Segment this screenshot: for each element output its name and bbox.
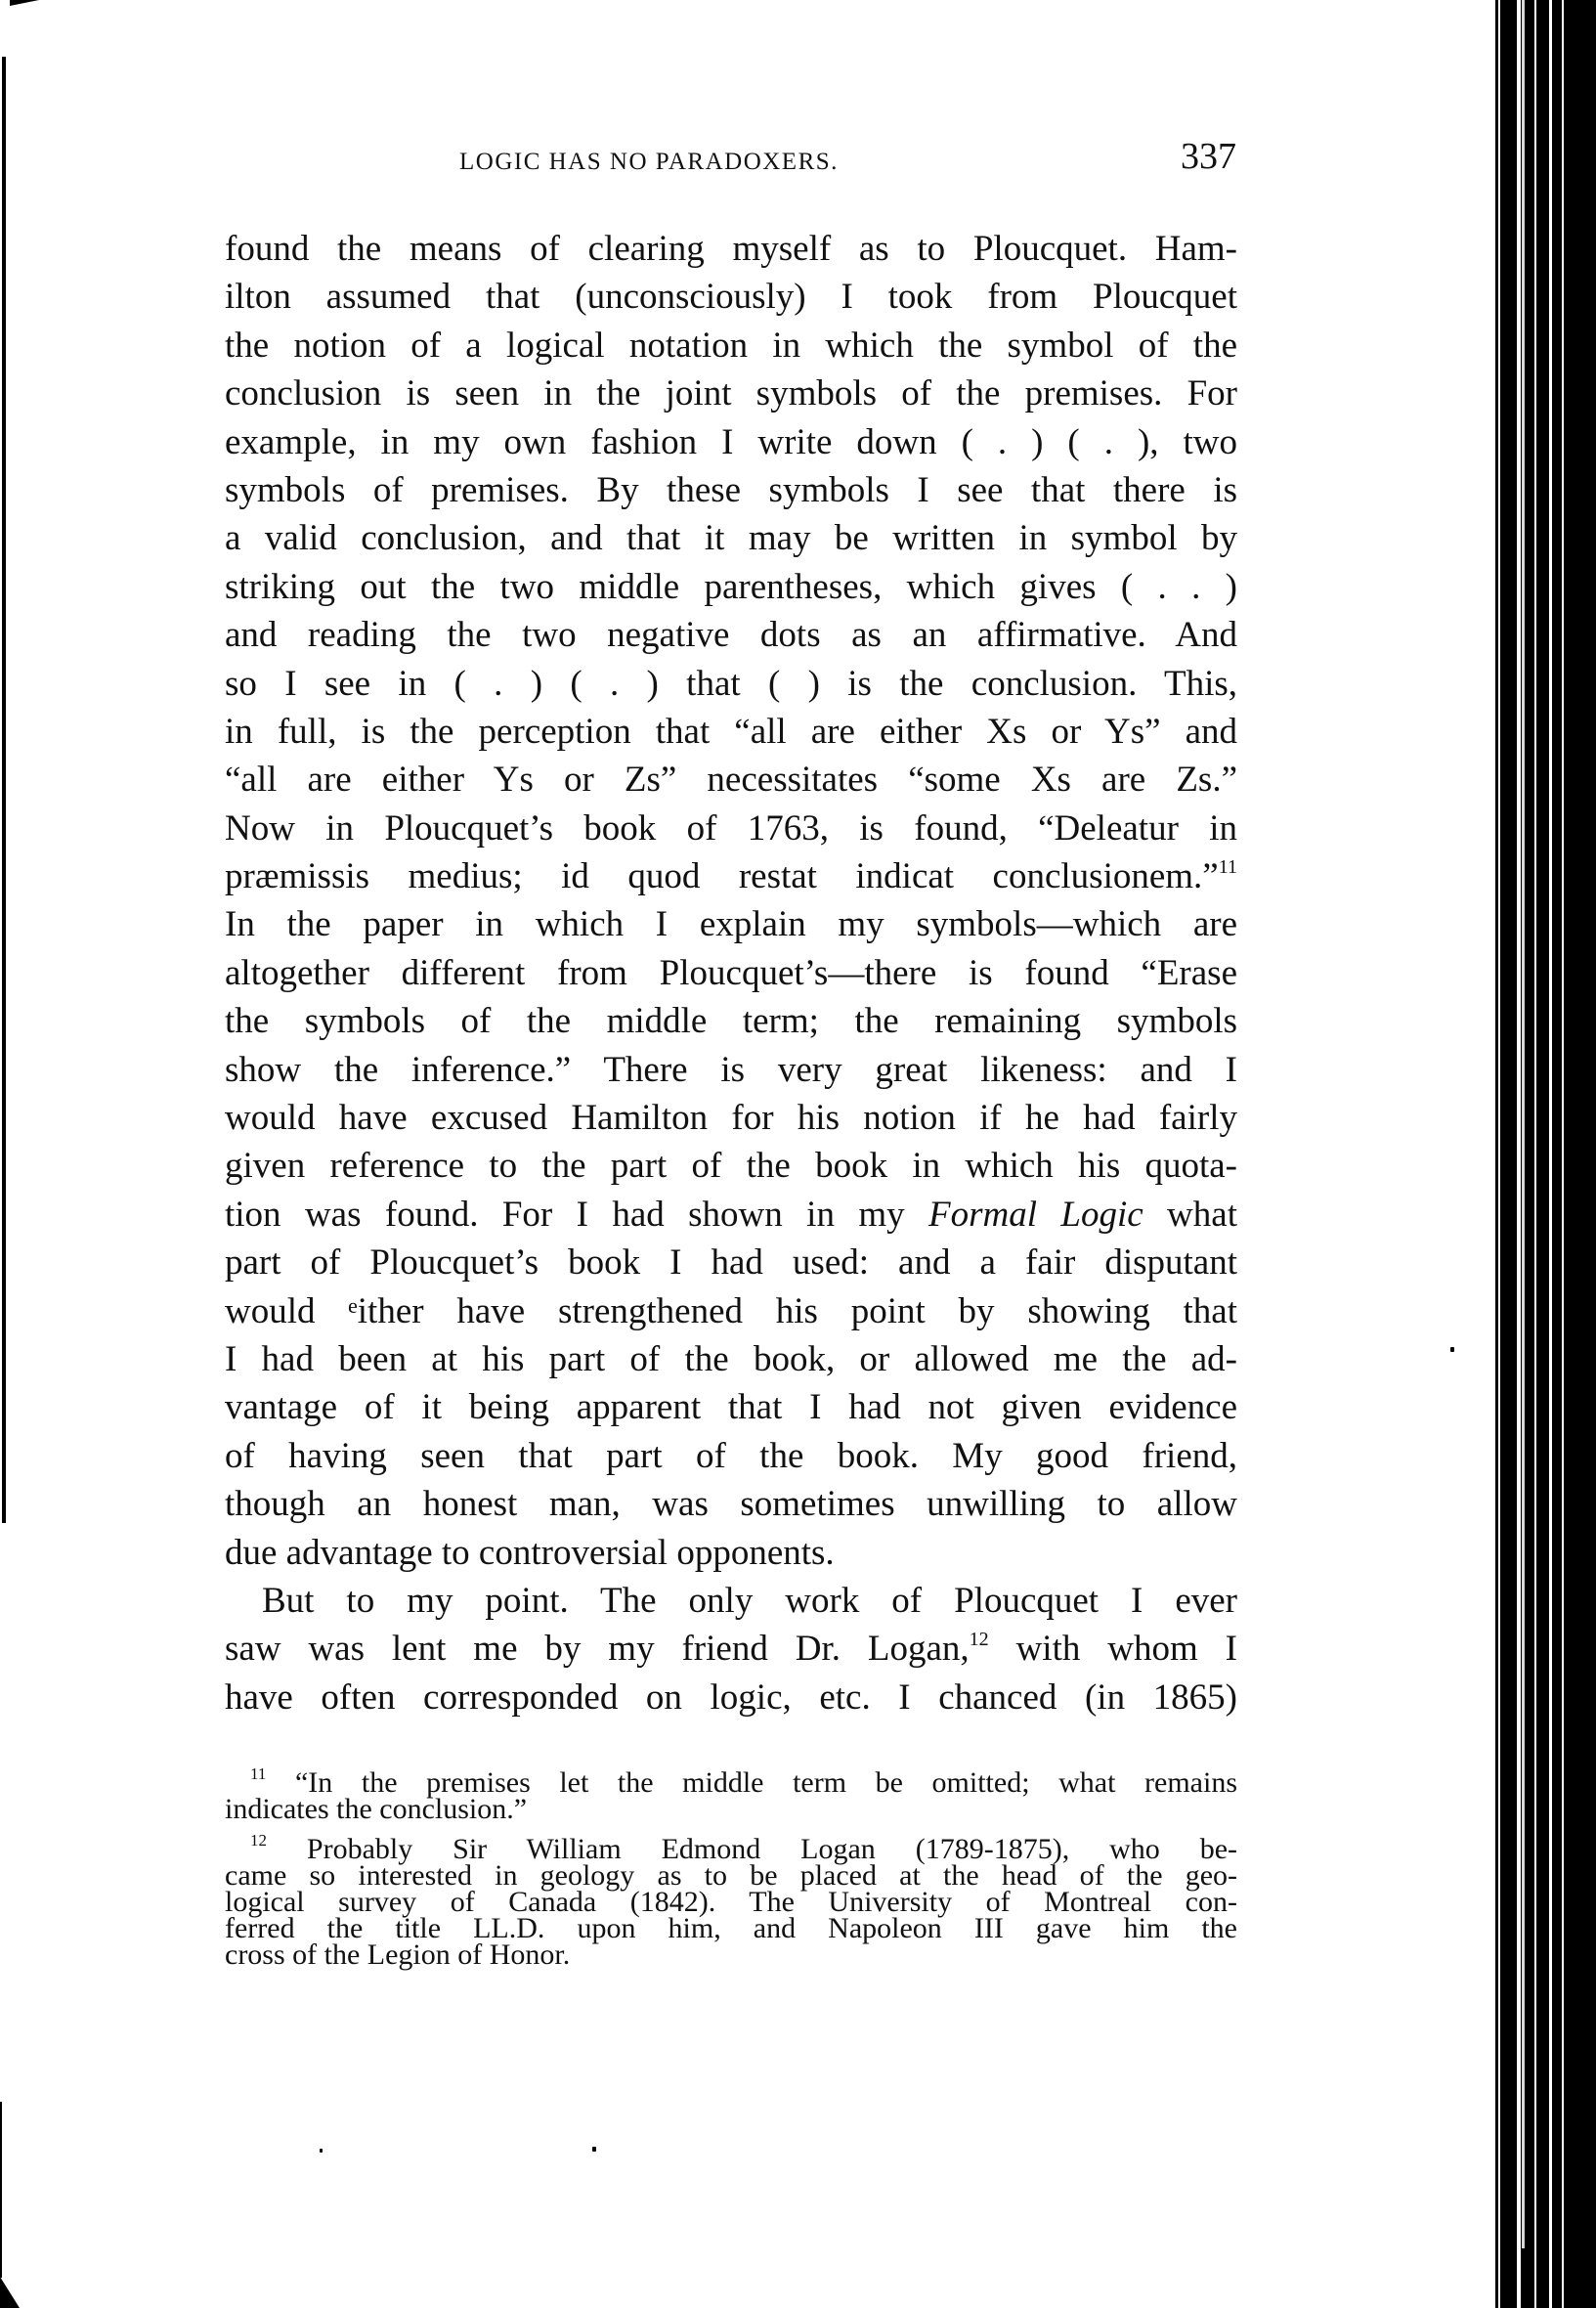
footnote-marker: 11: [250, 1764, 267, 1783]
text-line: found the means of clearing myself as to Ploucquet. Ham-: [225, 229, 1237, 269]
footnotes: [225, 1764, 1238, 1981]
text-segment: with whom I: [988, 1629, 1237, 1670]
text-line: and reading the two negative dots as an affirmative. And: [225, 615, 1237, 656]
footnote-ref-12[interactable]: 12: [969, 1629, 989, 1651]
running-head: [225, 135, 1236, 184]
text-line: I had been at his part of the book, or allowed me the ad-: [225, 1338, 1237, 1379]
book-spine-edge: [1495, 0, 1596, 2308]
footnote-line: [225, 1831, 1238, 1865]
text-line: given reference to the part of the book in which his quota-: [225, 1146, 1237, 1187]
text-line: a valid conclusion, and that it may be written in symbol by: [225, 518, 1237, 559]
text-line: would ᵉither have strengthened his point by showing that: [225, 1290, 1237, 1331]
scan-corner-mark: [0, 2277, 20, 2308]
text-line: the notion of a logical notation in which the symbol of the: [225, 325, 1237, 366]
text-line: striking out the two middle parentheses, which gives ( . . ): [225, 566, 1237, 607]
text-line: would have excused Hamilton for his notion if he had fairly: [225, 1098, 1237, 1139]
text-line: Now in Ploucquet’s book of 1763, is found, “Deleatur in: [225, 807, 1237, 849]
text-line: part of Ploucquet’s book I had used: and a fair disputant: [225, 1242, 1237, 1284]
text-segment: Probably Sir William Edmond Logan (1789-1875), who be-: [306, 1833, 1238, 1865]
text-line: show the inference.” There is very great likeness: and I: [225, 1049, 1237, 1090]
scan-speck: [1450, 1347, 1454, 1352]
text-segment: “In the premises let the middle term be omitted; what remains: [294, 1766, 1237, 1799]
text-line: “all are either Ys or Zs” necessitates “some Xs are Zs.”: [225, 760, 1237, 801]
text-segment: tion was found. For I had shown in my: [225, 1194, 928, 1235]
footnote-marker: 12: [250, 1831, 267, 1850]
text-line: In the paper in which I explain my symbols—which are: [225, 904, 1237, 945]
text-line: due advantage to controversial opponents.: [225, 1532, 835, 1573]
paragraph: [225, 225, 1237, 1577]
book-spine-highlight: [1522, 0, 1525, 2248]
scan-corner-mark: [10, 0, 39, 6]
text-line: [225, 1191, 1237, 1239]
running-title: LOGIC HAS NO PARADOXERS.: [459, 149, 839, 175]
footnote-line: [225, 1764, 1237, 1799]
text-line: so I see in ( . ) ( . ) that ( ) is the conclusion. This,: [225, 663, 1237, 704]
scan-speck: [320, 2149, 323, 2153]
text-line: altogether different from Ploucquet’s—there is found “Erase: [225, 952, 1237, 993]
paragraph: [225, 1577, 1237, 1721]
text-segment: what: [1143, 1194, 1237, 1235]
footnote-line: logical survey of Canada (1842). The University of Montreal con-: [225, 1886, 1237, 1918]
text-line: example, in my own fashion I write down ( . ) ( . ), two: [225, 421, 1237, 462]
text-line: ilton assumed that (unconsciously) I took from Ploucquet: [225, 277, 1237, 318]
text-line: in full, is the perception that “all are either Xs or Ys” and: [225, 711, 1237, 752]
text-line: vantage of it being apparent that I had not given evidence: [225, 1387, 1237, 1428]
text-line: But to my point. The only work of Ploucquet I ever: [262, 1580, 1237, 1621]
text-line: of having seen that part of the book. My good friend,: [225, 1435, 1237, 1476]
body-text: [225, 225, 1237, 1721]
footnote-ref-11[interactable]: 11: [1218, 856, 1237, 879]
scan-speck: [592, 2147, 596, 2152]
footnote-12: [225, 1831, 1238, 1971]
footnote-line: cross of the Legion of Honor.: [225, 1938, 571, 1971]
text-line: the symbols of the middle term; the remaining symbols: [225, 1001, 1237, 1042]
page-left-edge-shadow: [0, 2102, 2, 2278]
text-segment: præmissis medius; id quod restat indicat conclusionem.”: [225, 856, 1219, 897]
text-line: though an honest man, was sometimes unwilling to allow: [225, 1484, 1237, 1525]
text-line: conclusion is seen in the joint symbols of the premises. For: [225, 373, 1237, 414]
italic-book-title: Formal Logic: [928, 1194, 1143, 1235]
footnote-line: indicates the conclusion.”: [225, 1793, 528, 1825]
page-left-edge-shadow: [4, 1154, 6, 1486]
text-line: [225, 1625, 1237, 1673]
footnote-line: came so interested in geology as to be placed at the head of the geo-: [225, 1859, 1237, 1892]
text-line: [225, 852, 1237, 900]
footnote-11: [225, 1764, 1237, 1825]
page-number: 337: [1181, 136, 1236, 177]
text-line: symbols of premises. By these symbols I see that there is: [225, 469, 1237, 510]
footnote-line: ferred the title LL.D. upon him, and Napoleon III gave him the: [225, 1912, 1237, 1944]
text-line: have often corresponded on logic, etc. I chanced (in 1865): [225, 1677, 1237, 1718]
text-segment: saw was lent me by my friend Dr. Logan,: [225, 1629, 970, 1670]
